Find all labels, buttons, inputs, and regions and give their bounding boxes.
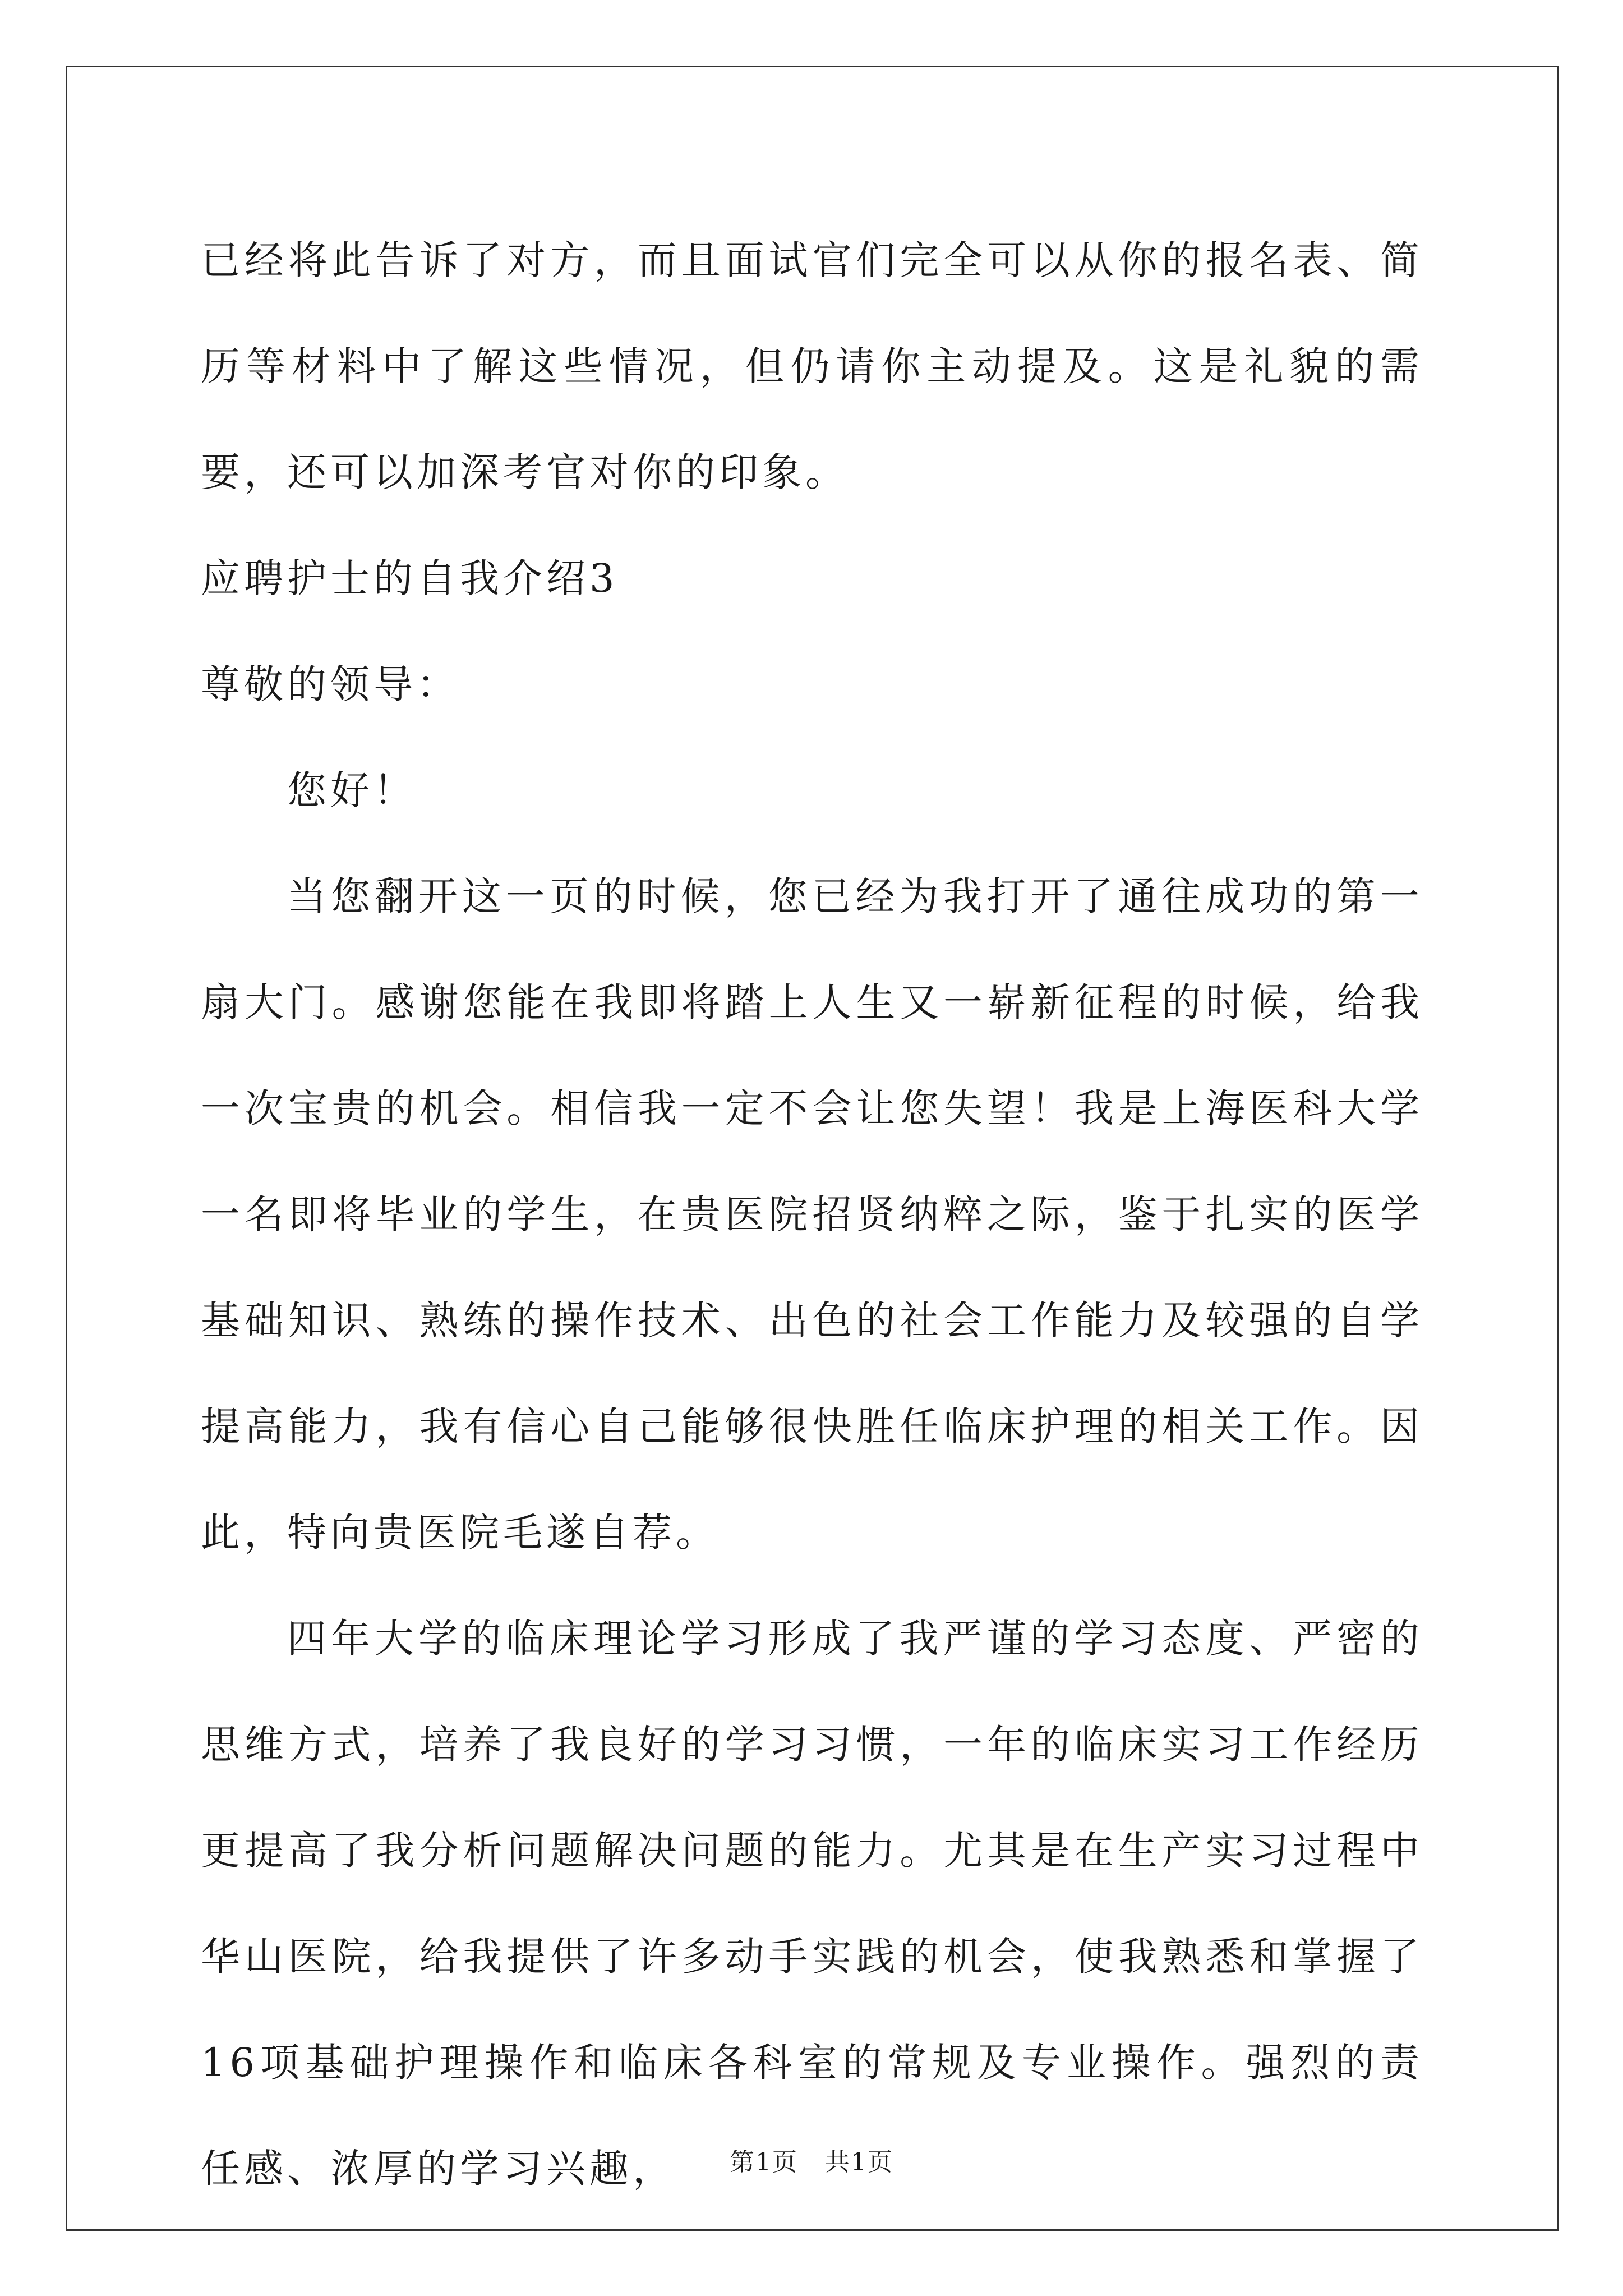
section-heading: 应聘护士的自我介绍3 xyxy=(201,555,619,601)
page-footer xyxy=(0,2142,1623,2178)
salutation: 尊敬的领导： xyxy=(201,661,460,707)
paragraph: 当您翻开这一页的时候，您已经为我打开了通往成功的第一扇大门。感谢您能在我即将踏上人生又一崭新征程的时候，给我一次宝贵的机会。相信我一定不会让您失望！我是上海医科大学一名即将毕业的学生，在贵医院招贤纳粹之际，鉴于扎实的医学基础知识、熟练的操作技术、出色的社会工作能力及较强的自学提高能力，我有信心自己能够很快胜任临床护理的相关工作。因此，特向贵医院毛遂自荐。 xyxy=(201,873,1423,1556)
page-total: 共1页 xyxy=(825,2148,893,2177)
page-number: 第1页 xyxy=(730,2148,798,2177)
greeting: 您好！ xyxy=(287,767,417,813)
paragraph: 已经将此告诉了对方，而且面试官们完全可以从你的报名表、简历等材料中了解这些情况，但仍请你主动提及。这是礼貌的需要，还可以加深考官对你的印象。 xyxy=(201,237,1423,495)
document-body xyxy=(201,208,1423,2222)
paragraph: 四年大学的临床理论学习形成了我严谨的学习态度、严密的思维方式，培养了我良好的学习习惯，一年的临床实习工作经历更提高了我分析问题解决问题的能力。尤其是在生产实习过程中华山医院，给我提供了许多动手实践的机会，使我熟悉和掌握了16项基础护理操作和临床各科室的常规及专业操作。强烈的责任感、浓厚的学习兴趣， xyxy=(201,1616,1423,2192)
